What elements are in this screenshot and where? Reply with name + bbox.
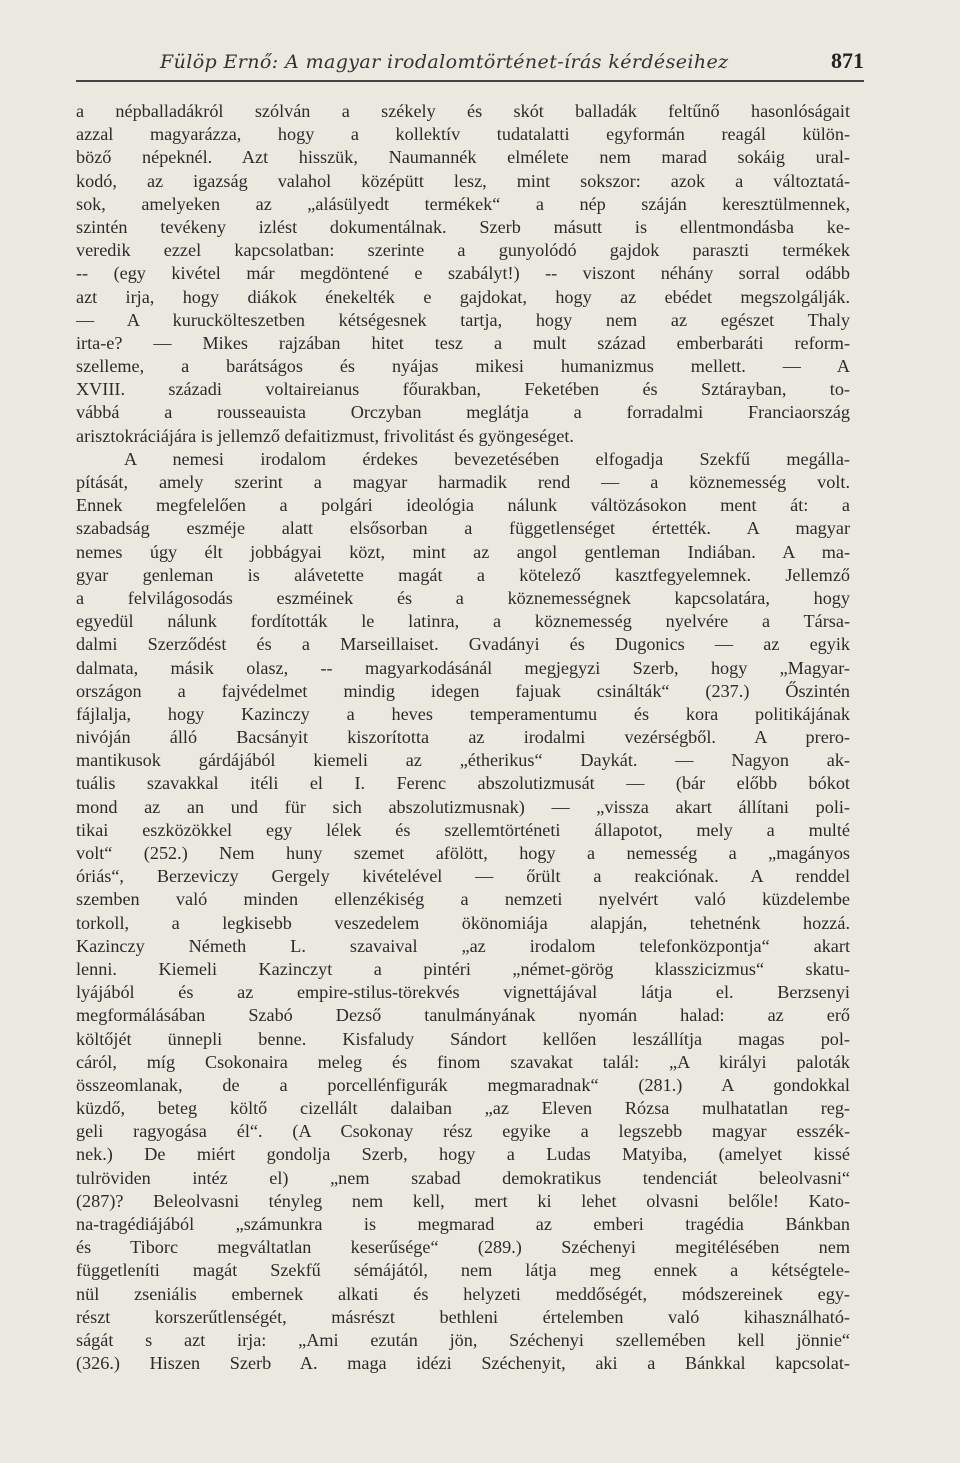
text-line: nek.) De miért gondolja Szerb, hogy a Ludas Matyiba, (amelyet kissé <box>76 1144 850 1165</box>
text-line: böző népeknél. Azt hisszük, Naumannék elmélete nem marad sokáig ural- <box>76 147 850 168</box>
text-line: szelleme, a barátságos és nyájas mikesi humanizmus mellett. — A <box>76 356 850 377</box>
text-line: óriás“, Berzeviczy Gergely kivételével — őrült a reakciónak. A renddel <box>76 866 850 887</box>
text-line: ságát s azt irja: „Ami ezután jön, Széchenyi szellemében kell jönnie“ <box>76 1329 850 1350</box>
text-line: mantikusok gárdájából kiemeli az „étherikus“ Daykát. — Nagyon ak- <box>76 750 850 771</box>
text-line: lyájából és az empire-stilus-törekvés vignettájával látja el. Berzsenyi <box>76 982 850 1003</box>
text-line: szintén tevékeny izlést dokumentálnak. Szerb másutt is ellentmondásba ke- <box>76 216 850 237</box>
text-line: sok, amelyeken az „alásülyedt termékek“ a nép száján keresztülmennek, <box>76 193 850 214</box>
text-line: A nemesi irodalom érdekes bevezetésében elfogadja Szekfű megálla- <box>124 448 850 469</box>
text-line: függetleníti magát Szekfű sémájától, nem látja meg ennek a kétségtele- <box>76 1260 850 1281</box>
text-line: Kazinczy Németh L. szavaival „az irodalom telefonközpontja“ akart <box>76 935 850 956</box>
text-line: pítását, amely szerint a magyar harmadik rend — a köznemesség volt. <box>76 472 850 492</box>
text-line: a felvilágosodás eszméinek és a köznemességnek kapcsolatára, hogy <box>76 587 850 608</box>
page-header <box>76 44 864 84</box>
text-line: tikai eszközökkel egy lélek és szellemtörténeti állapotot, mely a multé <box>76 819 850 840</box>
text-line: nivóján álló Bacsányit kiszorította az irodalmi vezérségből. A prero- <box>76 727 850 748</box>
text-line: torkoll, a legkisebb veszedelem ökönomiája alapján, tehetnénk hozzá. <box>76 912 850 933</box>
text-line: — A kuruckölteszetben kétségesnek tartja, hogy nem az egészet Thaly <box>76 309 850 330</box>
text-line: tulröviden intéz el) „nem szabad demokratikus tendenciát beleolvasni“ <box>76 1167 850 1188</box>
header-rule <box>76 80 864 82</box>
text-line: mond az an und für sich abszolutizmusnak) — „vissza akart állítani poli- <box>76 796 850 817</box>
text-line: azt irja, hogy diákok énekelték e gajdokat, hogy az ebédet megszolgálják. <box>76 286 850 307</box>
text-line: veredik ezzel kapcsolatban: szerinte a gunyolódó gajdok paraszti termékek <box>76 240 850 261</box>
text-line: összeomlanak, de a porcellénfigurák megmaradnak“ (281.) A gondokkal <box>76 1074 850 1095</box>
text-line: egyedül nálunk fordították le latinra, a köznemesség nyelvére a Társa- <box>76 611 850 632</box>
text-line: nemes úgy élt jobbágyai közt, mint az angol gentleman Indiában. A ma- <box>76 541 850 562</box>
text-line: dalmata, másik olasz, -- magyarkodásánál megjegyzi Szerb, hogy „Magyar- <box>76 657 850 678</box>
text-line: arisztokráciájára is jellemző defaitizmust, frivolitást és gyöngeséget. <box>76 425 574 446</box>
text-line: megformálásában Szabó Dezső tanulmányának nyomán halad: az erő <box>76 1005 850 1026</box>
text-line: vábbá a rousseauista Orczyban meglátja a forradalmi Franciaország <box>76 402 850 423</box>
text-line: és Tiborc megváltatlan keserűsége“ (289.) Széchenyi megitélésében nem <box>76 1237 850 1258</box>
text-line: na-tragédiájából „számunkra is megmarad az emberi tragédia Bánkban <box>76 1214 850 1234</box>
text-line: országon a fajvédelmet mindig idegen fajuak csinálták“ (237.) Őszintén <box>76 680 850 701</box>
text-line: fájlalja, hogy Kazinczy a heves temperamentumu és kora politikájának <box>76 703 850 724</box>
text-line: szabadság eszméje alatt elsősorban a függetlenséget értették. A magyar <box>76 518 850 539</box>
text-line: szemben való minden ellenzékiség a nemzeti nyelvért való küzdelembe <box>76 889 850 910</box>
text-line: költőjét ünnepli benne. Kisfaludy Sándort kellően leszállítja magas pol- <box>76 1028 850 1049</box>
text-line: (287)? Beleolvasni tényleg nem kell, mert ki lehet olvasni belőle! Kato- <box>76 1190 850 1211</box>
text-line: cáról, míg Csokonaira meleg és finom szavakat talál: „A királyi paloták <box>76 1051 850 1072</box>
running-title: Fülöp Ernő: A magyar irodalomtörténet-írás kérdéseihez <box>160 51 729 73</box>
text-line: részt korszerűtlenségét, másrészt bethleni értelemben való kihasználható- <box>76 1306 850 1327</box>
text-line: tuális szavakkal itéli el I. Ferenc abszolutizmusát — (bár előbb bókot <box>76 773 850 794</box>
text-line: azzal magyarázza, hogy a kollektív tudatalatti egyformán reagál külön- <box>76 124 850 145</box>
body-text <box>76 100 850 1375</box>
text-line: (326.) Hiszen Szerb A. maga idézi Széchenyit, aki a Bánkkal kapcsolat- <box>76 1353 850 1374</box>
text-line: -- (egy kivétel már megdöntené e szabályt!) -- viszont néhány sorral odább <box>76 263 850 284</box>
text-line: volt“ (252.) Nem huny szemet afölött, hogy a nemesség a „magányos <box>76 843 850 863</box>
text-line: küzdő, beteg költő cizellált dalaiban „az Eleven Rózsa mulhatatlan reg- <box>76 1098 850 1119</box>
text-line: geli ragyogása él“. (A Csokonay rész egyike a legszebb magyar esszék- <box>76 1121 850 1142</box>
page-number: 871 <box>831 48 864 73</box>
text-line: irta-e? — Mikes rajzában hitet tesz a mult század emberbaráti reform- <box>76 332 850 353</box>
text-line: XVIII. századi voltaireianus főurakban, Feketében és Sztárayban, to- <box>76 379 850 400</box>
text-line: nül zseniális embernek alkati és helyzeti meddőségét, módszereinek egy- <box>76 1283 850 1304</box>
text-line: Ennek megfelelően a polgári ideológia nálunk váltözásokon ment át: a <box>76 495 850 516</box>
text-line: kodó, az igazság valahol középütt lesz, mint sokszor: azok a változtatá- <box>76 170 850 191</box>
text-line: gyar genleman is alávetette magát a kötelező kasztfegyelemnek. Jellemző <box>76 564 850 585</box>
text-line: a népballadákról szólván a székely és skót balladák feltűnő hasonlóságait <box>76 101 850 121</box>
text-line: dalmi Szerződést és a Marseillaiset. Gvadányi és Dugonics — az egyik <box>76 634 850 655</box>
text-line: lenni. Kiemeli Kazinczyt a pintéri „német-görög klasszicizmus“ skatu- <box>76 958 850 979</box>
